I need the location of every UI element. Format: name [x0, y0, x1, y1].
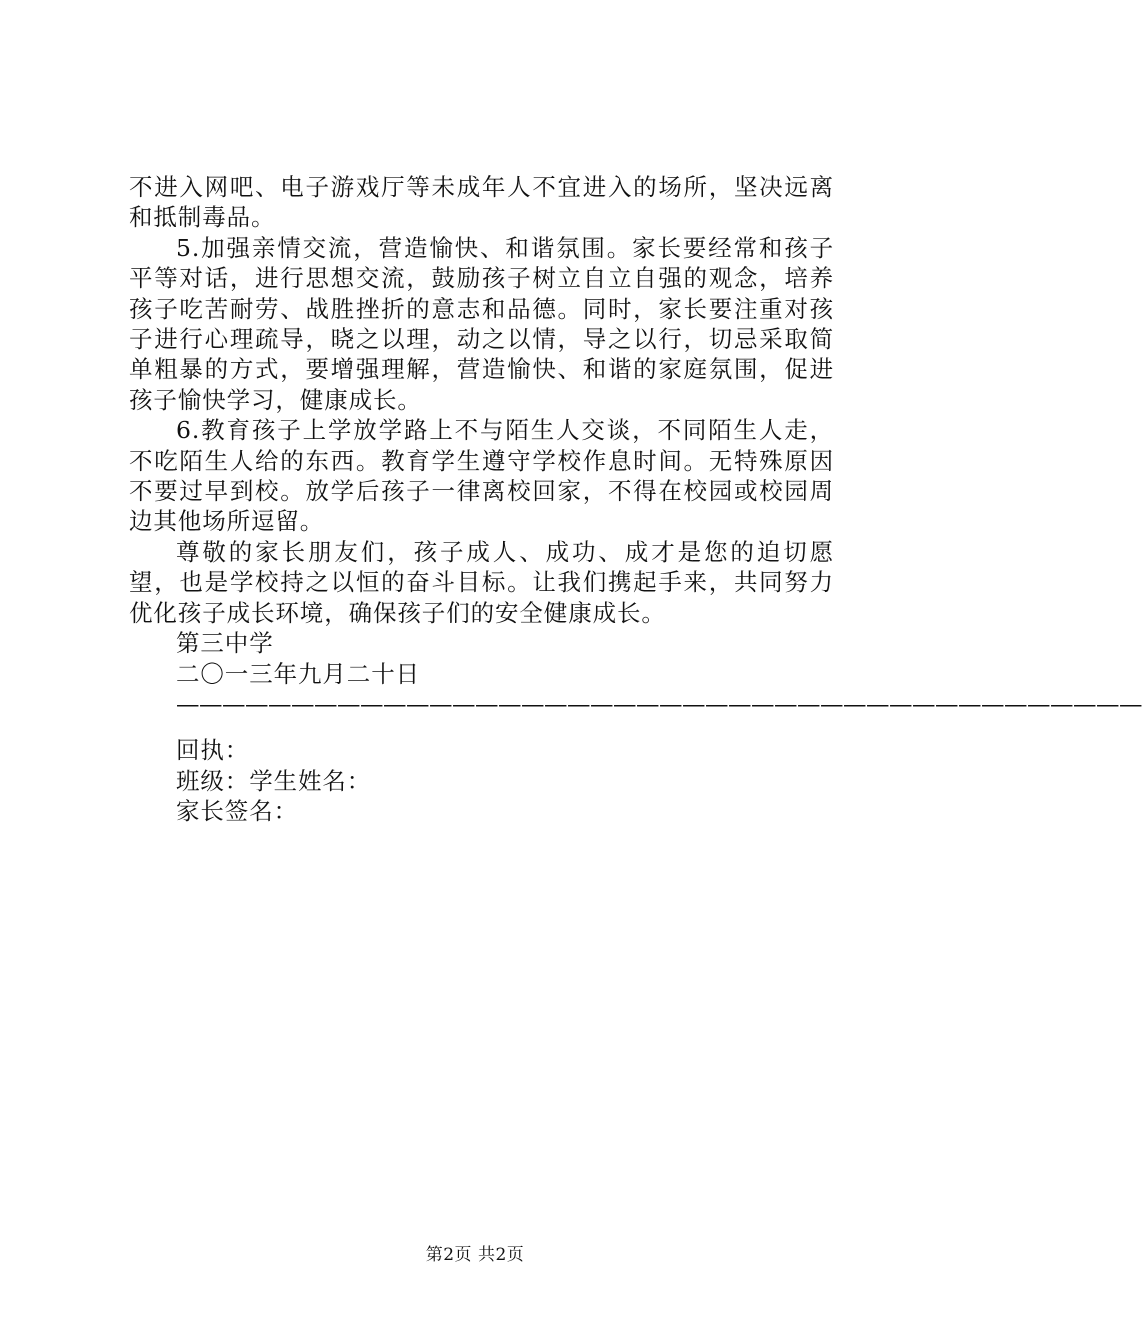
signature-date: 二〇一三年九月二十日: [176, 659, 420, 688]
spacer: [129, 719, 834, 735]
separator-line: ——————————————————————————————————————————: [176, 689, 1142, 718]
receipt-title: 回执：: [176, 736, 250, 765]
receipt-class-line: 班级：学生姓名：: [176, 766, 372, 795]
page-number: 第2页 共2页: [425, 1245, 525, 1265]
signature-school: 第三中学: [176, 629, 274, 658]
paragraph-3: 6.教育孩子上学放学路上不与陌生人交谈，不同陌生人走，不吃陌生人给的东西。教育学生遵守学校作息时间。无特殊原因不要过早到校。放学后孩子一律离校回家，不得在校园或校园周边其他场所逗留。: [129, 416, 834, 536]
page-footer: [0, 1240, 950, 1265]
document-body: [129, 172, 1142, 827]
paragraph-1: 不进入网吧、电子游戏厅等未成年人不宜进入的场所，坚决远离和抵制毒品。: [129, 173, 834, 232]
paragraph-2: 5.加强亲情交流，营造愉快、和谐氛围。家长要经常和孩子平等对话，进行思想交流，鼓励孩子树立自立自强的观念，培养孩子吃苦耐劳、战胜挫折的意志和品德。同时，家长要注重对孩子进行心理疏导，晓之以理，动之以情，导之以行，切忌采取简单粗暴的方式，要增强理解，营造愉快、和谐的家庭氛围，促进孩子愉快学习，健康成长。: [129, 233, 834, 414]
receipt-parent-line: 家长签名：: [176, 797, 298, 826]
paragraph-4: 尊敬的家长朋友们，孩子成人、成功、成才是您的迫切愿望，也是学校持之以恒的奋斗目标。让我们携起手来，共同努力优化孩子成长环境，确保孩子们的安全健康成长。: [129, 537, 834, 627]
